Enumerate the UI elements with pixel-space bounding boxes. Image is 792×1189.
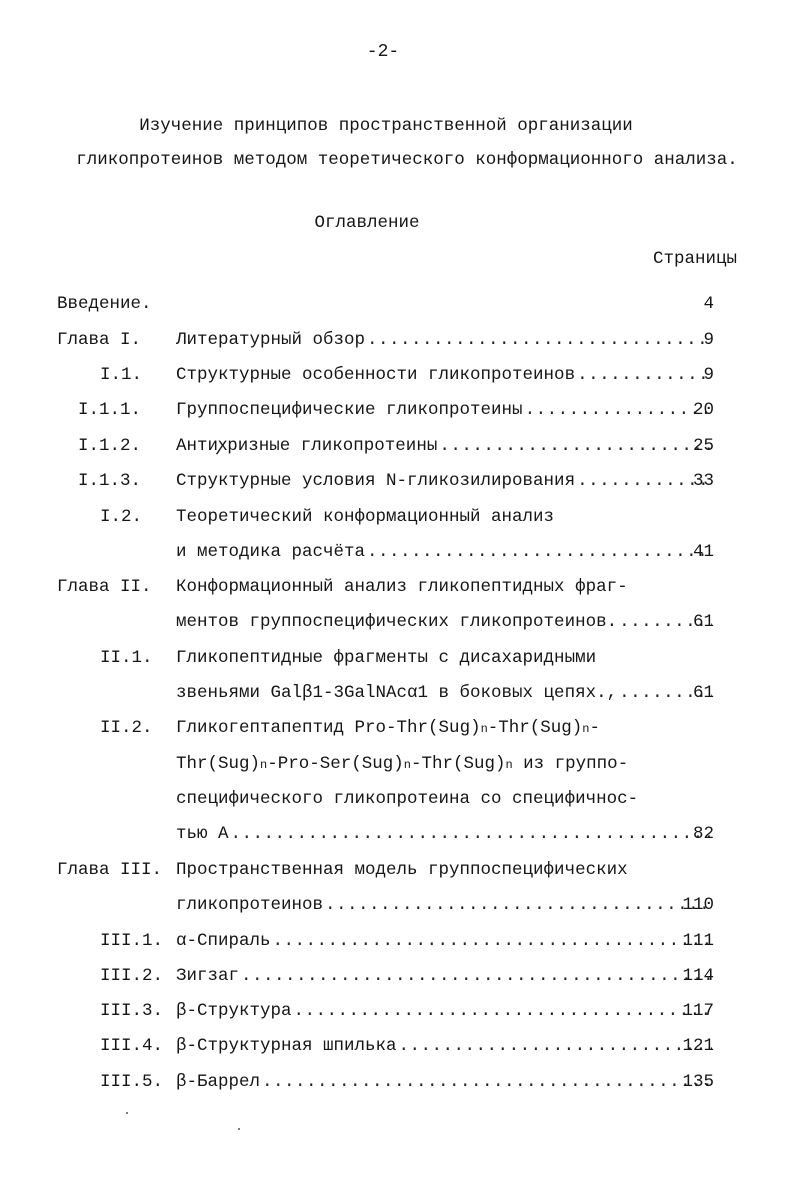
toc-entry-section-1-2-cont bbox=[0, 538, 792, 566]
toc-entry-section-1-2 bbox=[0, 503, 792, 531]
scan-speck bbox=[238, 1128, 240, 1130]
toc-entry-title: гликопротеинов bbox=[176, 895, 324, 915]
toc-entry-section-3-4 bbox=[0, 1032, 792, 1060]
toc-entry-section-1-1-2 bbox=[0, 432, 792, 460]
toc-entry-number: I.1.2. bbox=[78, 436, 142, 456]
toc-entry-page: 117 bbox=[682, 1001, 714, 1021]
dot-leader bbox=[241, 962, 712, 990]
toc-entry-chapter-2-cont bbox=[0, 608, 792, 636]
formula-subscript: n bbox=[480, 722, 488, 736]
toc-entry-number: Глава I. bbox=[57, 330, 142, 350]
toc-entry-number: II.2. bbox=[100, 718, 153, 738]
toc-entry-title: Зигзаг bbox=[176, 966, 240, 986]
toc-entry-title: Конформационный анализ гликопептидных фраг- bbox=[176, 577, 628, 597]
toc-entry-title-formula bbox=[176, 750, 628, 779]
formula-subscript: n bbox=[505, 758, 513, 772]
toc-entry-number: I.2. bbox=[100, 507, 143, 527]
toc-entry-number: II.1. bbox=[100, 648, 153, 668]
toc-entry-page: 25 bbox=[692, 436, 714, 456]
dot-leader bbox=[439, 432, 712, 460]
toc-entry-title: β-Структура bbox=[176, 1001, 292, 1021]
toc-entry-title: ментов группоспецифических гликопротеинов. bbox=[176, 612, 618, 632]
toc-entry-page: 110 bbox=[682, 895, 714, 915]
toc-entry-title: Гликопептидные фрагменты с дисахаридными bbox=[176, 648, 597, 668]
toc-entry-title: Структурные условия N-гликозилирования bbox=[176, 471, 576, 491]
toc-entry-section-2-2-end bbox=[0, 820, 792, 848]
toc-entry-number: I.1. bbox=[100, 365, 143, 385]
toc-entry-section-2-2-cont bbox=[0, 785, 792, 813]
toc-entry-section-1-1 bbox=[0, 361, 792, 389]
page-number: -2- bbox=[366, 42, 400, 62]
toc-entry-title: и методика расчёта bbox=[176, 542, 366, 562]
toc-entry-page: 33 bbox=[692, 471, 714, 491]
document-title-line-1: Изучение принципов пространственной организации bbox=[139, 116, 633, 136]
dot-leader bbox=[367, 326, 712, 354]
toc-entry-section-1-1-3 bbox=[0, 467, 792, 495]
toc-entry-section-3-2 bbox=[0, 962, 792, 990]
toc-entry-page: 41 bbox=[692, 542, 714, 562]
toc-entry-page: 121 bbox=[682, 1036, 714, 1056]
toc-entry-section-2-2 bbox=[0, 714, 792, 742]
toc-entry-page: 61 bbox=[692, 683, 714, 703]
pages-column-label: Страницы bbox=[652, 249, 737, 269]
toc-entry-title: β-Баррел bbox=[176, 1072, 261, 1092]
toc-entry-page: 20 bbox=[692, 400, 714, 420]
toc-entry-page: 111 bbox=[682, 931, 714, 951]
toc-entry-title: специфического гликопротеина со специфичнос- bbox=[176, 789, 639, 809]
toc-entry-title: Антиꭗризные гликопротеины bbox=[176, 436, 438, 456]
dot-leader bbox=[325, 891, 712, 919]
toc-entry-page: 135 bbox=[682, 1072, 714, 1092]
toc-entry-title: Теоретический конформационный анализ bbox=[176, 507, 555, 527]
toc-entry-number: Глава II. bbox=[57, 577, 152, 597]
toc-entry-title: звеньями Galβ1-3GalNAcα1 в боковых цепях., bbox=[176, 683, 618, 703]
formula-subscript: n bbox=[582, 722, 590, 736]
toc-entry-page: 9 bbox=[703, 330, 714, 350]
dot-leader bbox=[273, 927, 712, 955]
formula-subscript: n bbox=[403, 758, 411, 772]
toc-entry-page: 82 bbox=[692, 824, 714, 844]
formula-part: Thr(Sug) bbox=[176, 754, 261, 774]
toc-entry-section-1-1-1 bbox=[0, 396, 792, 424]
toc-entry-section-3-5 bbox=[0, 1068, 792, 1096]
formula-part: Pro-Thr(Sug) bbox=[354, 718, 481, 738]
formula-part: из группо- bbox=[512, 754, 629, 774]
toc-entry-title-formula: Гликогептапептид Pro-Thr(Sug) n -Thr(Sug) n - bbox=[176, 714, 600, 743]
dot-leader bbox=[577, 361, 712, 389]
formula-part: - bbox=[589, 718, 601, 738]
document-title-line-2: гликопротеинов методом теоретического конформационного анализа. bbox=[76, 150, 738, 170]
toc-entry-title: β-Структурная шпилька bbox=[176, 1036, 397, 1056]
toc-entry-title: α-Спираль bbox=[176, 931, 271, 951]
toc-entry-page: 4 bbox=[703, 294, 714, 314]
dot-leader bbox=[262, 1068, 712, 1096]
toc-entry-number: III.5. bbox=[100, 1072, 164, 1092]
toc-entry-chapter-3 bbox=[0, 856, 792, 884]
toc-entry-title: тью А bbox=[176, 824, 229, 844]
scan-speck bbox=[126, 1112, 128, 1114]
toc-entry-section-2-2-formula bbox=[0, 750, 792, 778]
dot-leader bbox=[525, 396, 712, 424]
toc-entry-number: III.1. bbox=[100, 931, 164, 951]
toc-entry-number: Глава III. bbox=[57, 860, 163, 880]
dot-leader bbox=[577, 467, 712, 495]
toc-entry-number: Введение. bbox=[57, 294, 152, 314]
toc-entry-chapter-2 bbox=[0, 573, 792, 601]
toc-entry-chapter-3-cont bbox=[0, 891, 792, 919]
toc-entry-page: 114 bbox=[682, 966, 714, 986]
toc-entry-title: Группоспецифические гликопротеины bbox=[176, 400, 523, 420]
toc-entry-title: Литературный обзор bbox=[176, 330, 366, 350]
toc-entry-title: Структурные особенности гликопротеинов bbox=[176, 365, 576, 385]
toc-entry-number: I.1.3. bbox=[78, 471, 142, 491]
toc-entry-title: Пространственная модель группоспецифических bbox=[176, 860, 628, 880]
formula-part: -Thr(Sug) bbox=[410, 754, 506, 774]
dot-leader bbox=[294, 997, 712, 1025]
toc-entry-section-2-1 bbox=[0, 644, 792, 672]
toc-entry-section-2-1-cont bbox=[0, 679, 792, 707]
toc-entry-number: I.1.1. bbox=[78, 400, 142, 420]
toc-entry-number: III.3. bbox=[100, 1001, 164, 1021]
toc-entry-introduction bbox=[0, 290, 792, 318]
toc-entry-number: III.2. bbox=[100, 966, 164, 986]
toc-heading: Оглавление bbox=[314, 213, 420, 233]
toc-entry-page: 61 bbox=[692, 612, 714, 632]
formula-subscript: n bbox=[260, 758, 268, 772]
dot-leader bbox=[367, 538, 712, 566]
formula-part: -Thr(Sug) bbox=[487, 718, 583, 738]
dot-leader bbox=[399, 1032, 712, 1060]
toc-entry-number: III.4. bbox=[100, 1036, 164, 1056]
toc-entry-page: 9 bbox=[703, 365, 714, 385]
toc-entry-chapter-1 bbox=[0, 326, 792, 354]
dot-leader bbox=[231, 820, 712, 848]
formula-part: -Pro-Ser(Sug) bbox=[267, 754, 404, 774]
toc-entry-section-3-1 bbox=[0, 927, 792, 955]
toc-entry-section-3-3 bbox=[0, 997, 792, 1025]
